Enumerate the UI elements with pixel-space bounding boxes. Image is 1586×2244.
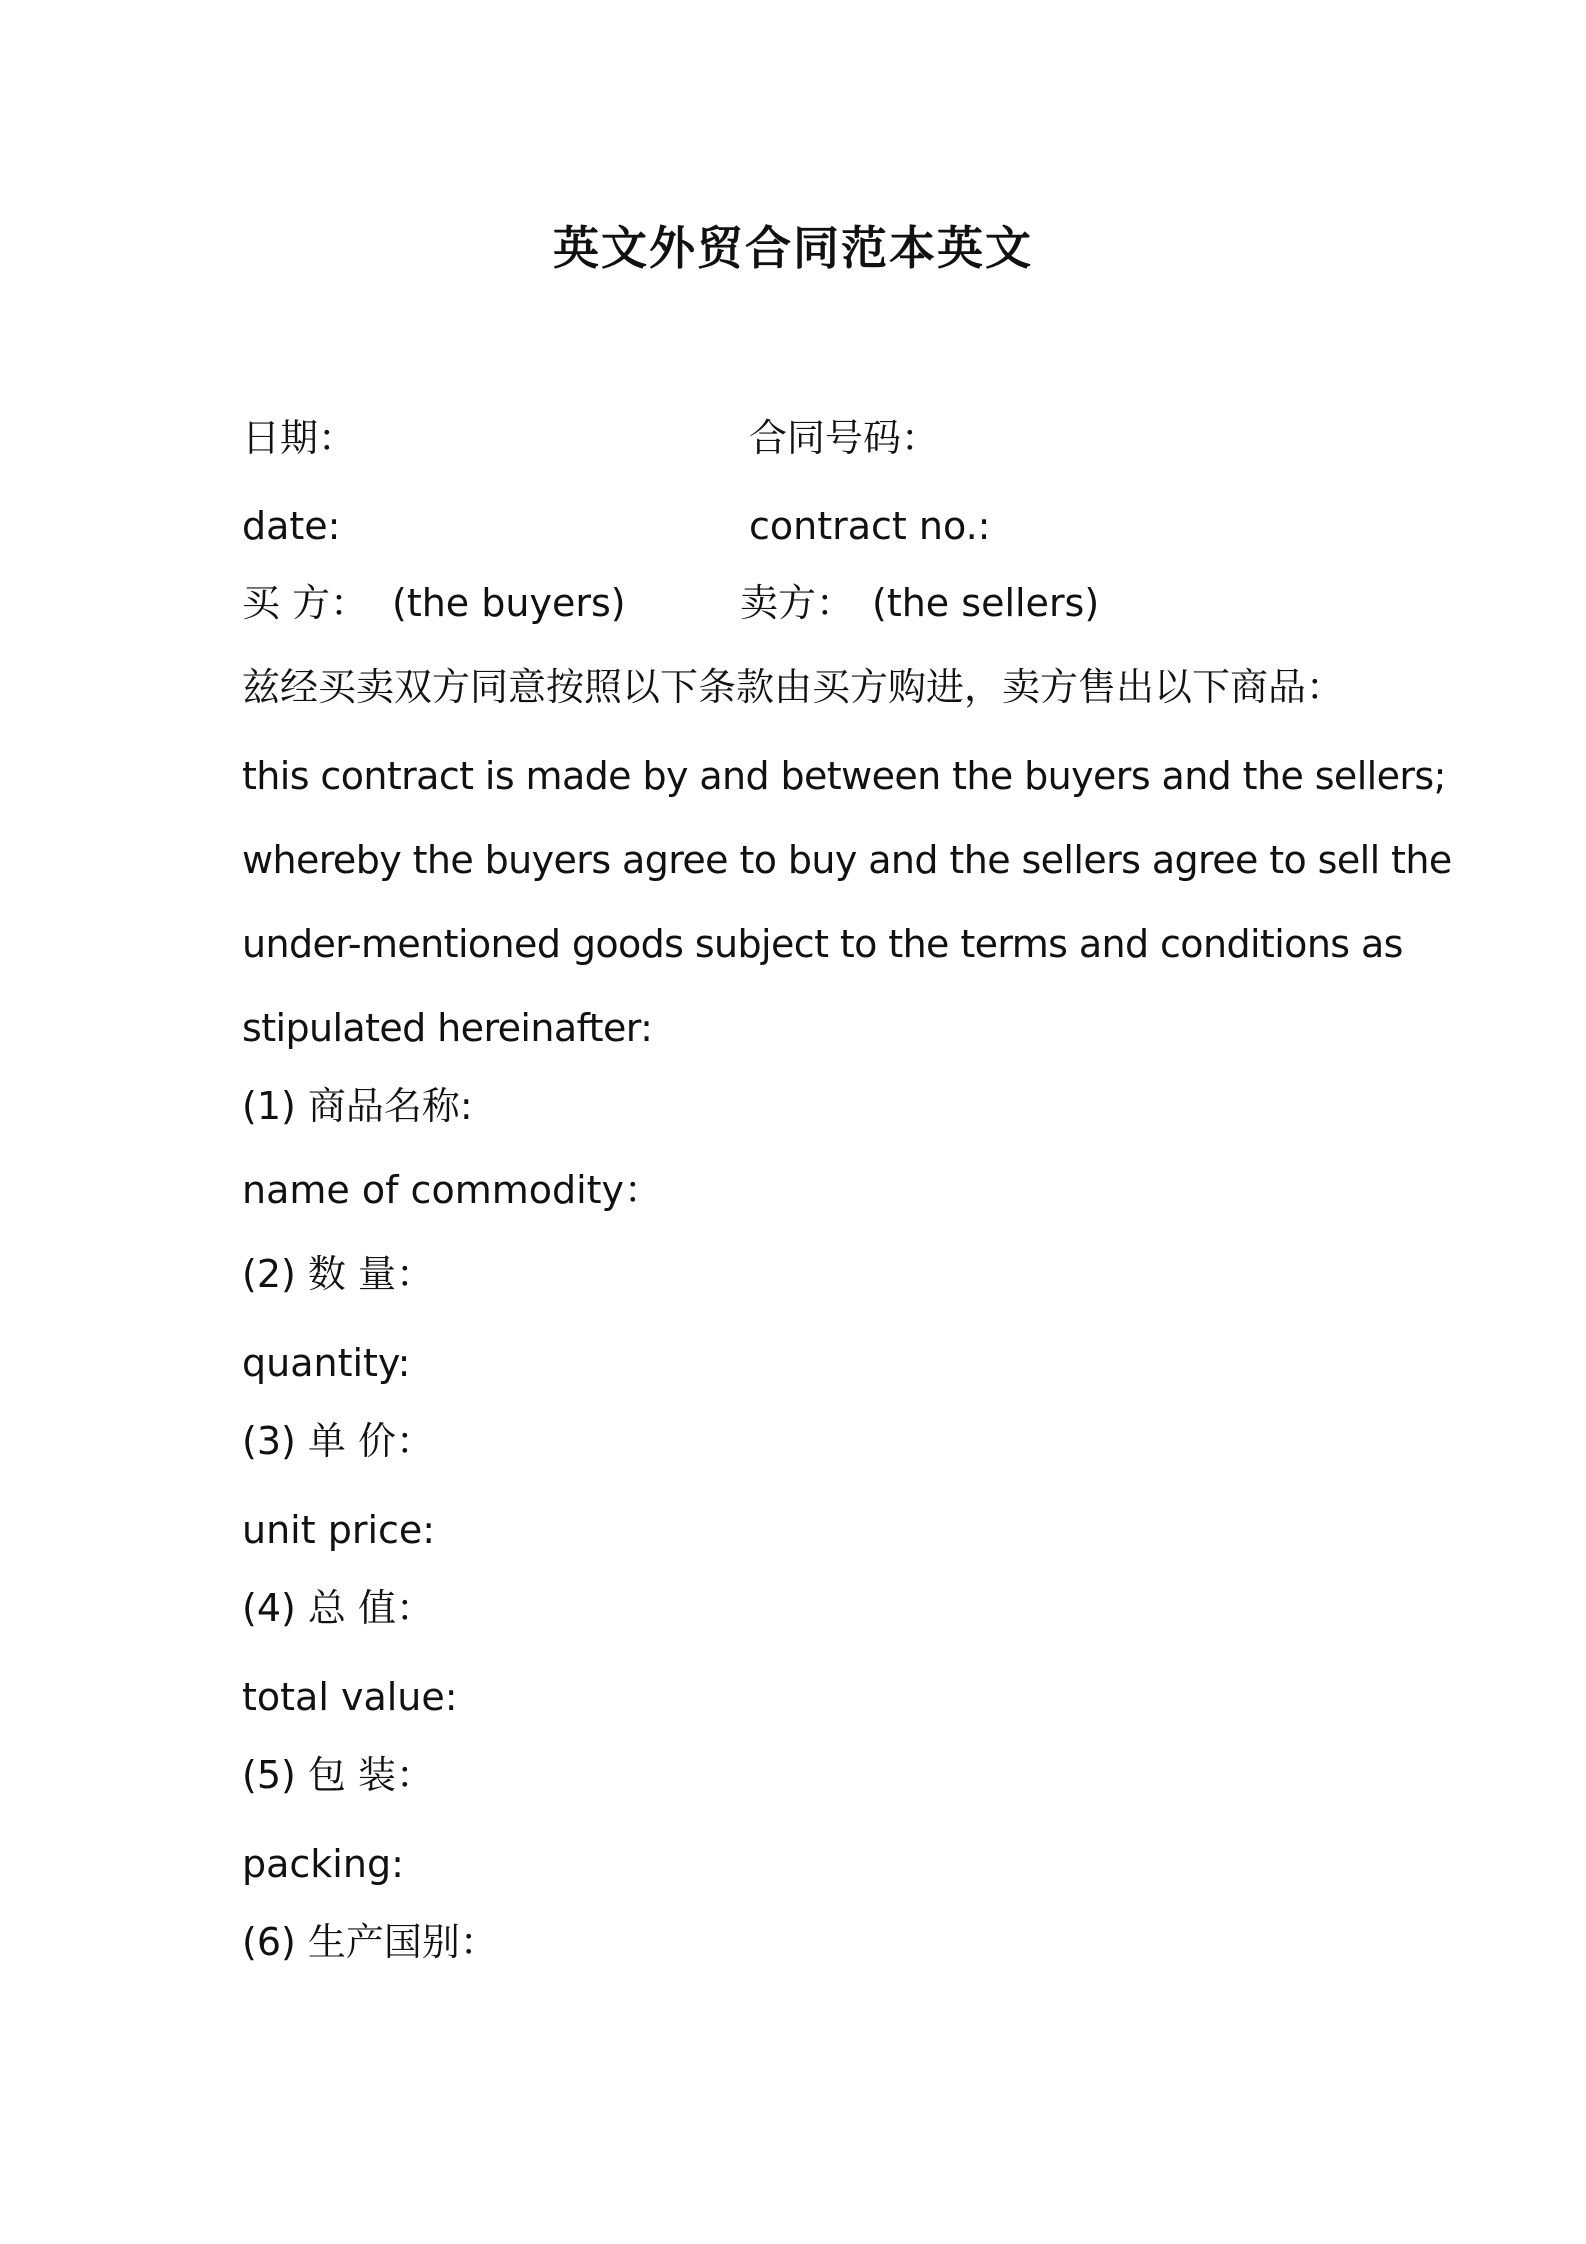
item-3-cn: (3) 单 价：	[242, 1419, 434, 1463]
date-label-cn: 日期：	[242, 416, 357, 460]
item-1-cn: (1) 商品名称:	[242, 1084, 473, 1128]
item-4-en: total value:	[242, 1675, 458, 1719]
item-2-cn: (2) 数 量：	[242, 1252, 434, 1296]
seller-label-en: (the sellers)	[872, 581, 1100, 625]
item-3-en: unit price:	[242, 1508, 436, 1552]
document-title: 英文外贸合同范本英文	[553, 221, 1033, 275]
intro-en-line: stipulated hereinafter:	[242, 1006, 653, 1050]
item-5-en: packing:	[242, 1842, 404, 1886]
date-label-en: date:	[242, 504, 341, 548]
contract-no-label-en: contract no.:	[749, 504, 991, 548]
item-1-en: name of commodity：	[242, 1168, 663, 1212]
buyer-label-cn: 买 方：	[242, 581, 369, 625]
item-2-en: quantity:	[242, 1341, 411, 1385]
intro-en-line: under-mentioned goods subject to the terms and conditions as	[242, 922, 1403, 966]
seller-label-cn: 卖方：	[740, 581, 855, 625]
item-5-cn: (5) 包 装：	[242, 1753, 434, 1797]
intro-en-line: whereby the buyers agree to buy and the sellers agree to sell the	[242, 838, 1452, 882]
parties-row	[242, 580, 1100, 626]
date-row-cn	[242, 415, 940, 461]
contract-no-label-cn: 合同号码：	[749, 416, 940, 460]
date-row-en	[242, 503, 991, 549]
intro-en-line: this contract is made by and between the buyers and the sellers;	[242, 754, 1446, 798]
item-4-cn: (4) 总 值：	[242, 1586, 434, 1630]
intro-cn: 兹经买卖双方同意按照以下条款由买方购进，卖方售出以下商品：	[242, 665, 1345, 709]
buyer-label-en: (the buyers)	[392, 581, 626, 625]
item-6-cn: (6) 生产国别：	[242, 1920, 498, 1964]
